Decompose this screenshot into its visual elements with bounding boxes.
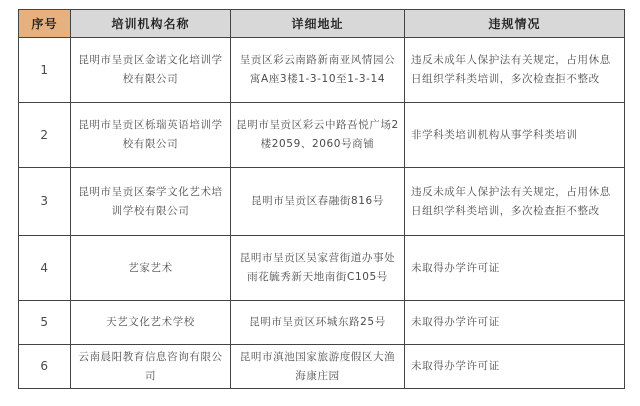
header-violation: 违规情况 (405, 10, 625, 38)
cell-violation: 未取得办学许可证 (405, 236, 625, 301)
table-row (19, 301, 625, 345)
header-row (19, 10, 625, 38)
cell-serial-number: 4 (19, 236, 71, 301)
cell-address: 昆明市呈贡区彩云中路吾悦广场2楼2059、2060号商铺 (231, 103, 405, 168)
cell-serial-number: 2 (19, 103, 71, 168)
cell-org-name: 昆明市呈贡区金诺文化培训学校有限公司 (71, 38, 231, 103)
cell-org-name: 昆明市呈贡区秦学文化艺术培训学校有限公司 (71, 168, 231, 236)
cell-org-name: 云南晨阳教育信息咨询有限公司 (71, 345, 231, 389)
table-row (19, 168, 625, 236)
cell-address: 昆明市呈贡区环城东路25号 (231, 301, 405, 345)
table-header (19, 10, 625, 38)
cell-violation: 违反未成年人保护法有关规定，占用休息日组织学科类培训，多次检查拒不整改 (405, 38, 625, 103)
cell-serial-number: 1 (19, 38, 71, 103)
cell-address: 呈贡区彩云南路新南亚风情园公寓A座3楼1-3-10至1-3-14 (231, 38, 405, 103)
cell-address: 昆明市呈贡区春融街816号 (231, 168, 405, 236)
header-serial-number: 序号 (19, 10, 71, 38)
cell-violation: 非学科类培训机构从事学科类培训 (405, 103, 625, 168)
cell-address: 昆明市呈贡区吴家营街道办事处雨花毓秀新天地南街C105号 (231, 236, 405, 301)
table-body (19, 38, 625, 389)
cell-serial-number: 3 (19, 168, 71, 236)
cell-org-name: 天艺文化艺术学校 (71, 301, 231, 345)
table-row (19, 38, 625, 103)
table-row (19, 345, 625, 389)
cell-org-name: 艺家艺术 (71, 236, 231, 301)
table-row (19, 236, 625, 301)
cell-address: 昆明市滇池国家旅游度假区大渔海康庄园 (231, 345, 405, 389)
header-address: 详细地址 (231, 10, 405, 38)
violations-table (18, 9, 625, 389)
table-row (19, 103, 625, 168)
cell-serial-number: 5 (19, 301, 71, 345)
header-org-name: 培训机构名称 (71, 10, 231, 38)
cell-violation: 违反未成年人保护法有关规定，占用休息日组织学科类培训，多次检查拒不整改 (405, 168, 625, 236)
cell-serial-number: 6 (19, 345, 71, 389)
cell-violation: 未取得办学许可证 (405, 301, 625, 345)
cell-org-name: 昆明市呈贡区栎瑞英语培训学校有限公司 (71, 103, 231, 168)
cell-violation: 未取得办学许可证 (405, 345, 625, 389)
